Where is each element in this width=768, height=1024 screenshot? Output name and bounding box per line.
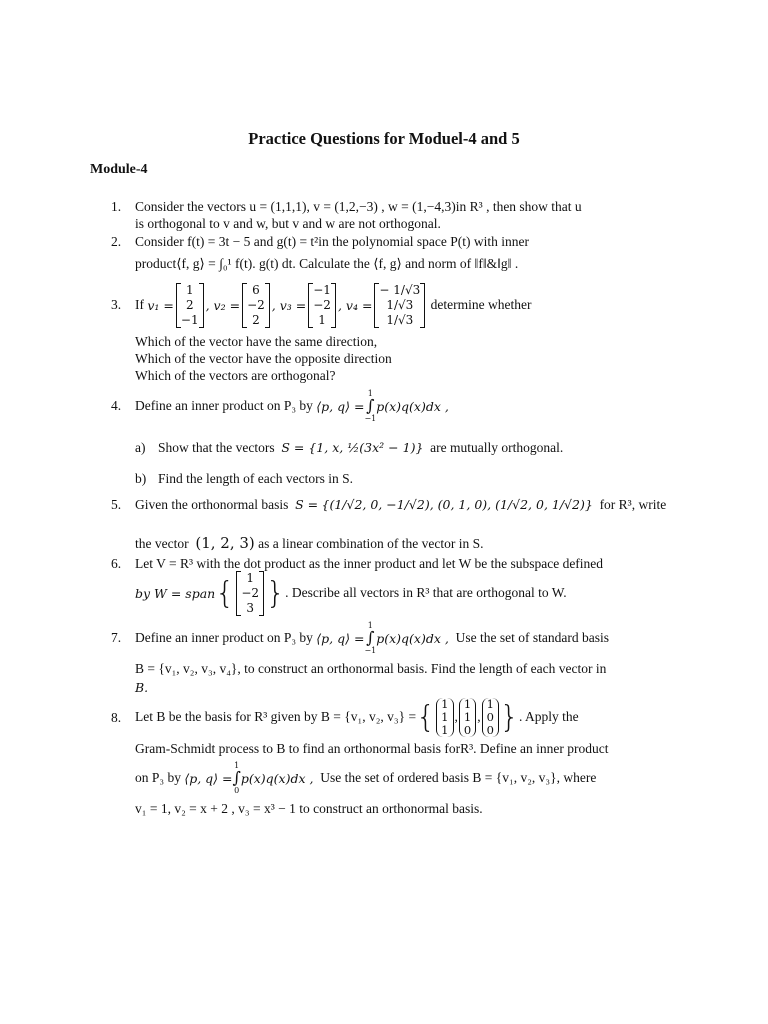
question-number: 8.	[111, 710, 122, 725]
v3-matrix: −1 −2 1	[308, 283, 336, 328]
question-text: on P₃ by ⟨p, q⟩ = 1 ∫ 0 p(x)q(x)dx , Use the set of ordered basis B = {v₁, v₂, v₃}, where	[135, 761, 597, 795]
basis-vector-3: 1 0 0	[482, 698, 499, 737]
question-number: 3.	[111, 297, 122, 312]
module-heading: Module-4	[90, 162, 148, 177]
vector-definitions	[135, 277, 531, 333]
integral-sign: 1 ∫ −1	[364, 389, 377, 423]
subpart-text: Find the length of each vectors in S.	[158, 471, 353, 486]
question-tail: determine whether	[430, 297, 532, 312]
question-text: Given the orthonormal basis S = {(1/√2, 0, −1/√2), (0, 1, 0), (1/√2, 0, 1/√2)} for R³, write	[135, 497, 667, 512]
v1-matrix: 1 2 −1	[176, 283, 204, 328]
question-number: 2.	[111, 234, 122, 249]
question-text: v₁ = 1, v₂ = x + 2 , v₃ = x³ − 1 to construct an orthonormal basis.	[135, 801, 483, 816]
basis-vector-1: 1 1 1	[436, 698, 453, 737]
v4-label: , v₄ =	[337, 297, 373, 313]
span-vector: 1 −2 3	[236, 571, 264, 616]
set-s: S = {1, x, ½(3x² − 1)}	[281, 440, 424, 455]
question-text: the vector (1, 2, 3) as a linear combination of the vector in S.	[135, 534, 484, 552]
question-text: by W = span { 1 −2 3 } . Describe all vectors in R³ that are orthogonal to W.	[135, 570, 567, 615]
v4-matrix: − 1/√3 1/√3 1/√3	[374, 283, 425, 328]
basis-vector-2: 1 1 0	[459, 698, 476, 737]
question-number: 7.	[111, 630, 122, 645]
question-text: Define an inner product on P₃ by ⟨p, q⟩ = 1 ∫ −1 p(x)q(x)dx ,	[135, 389, 449, 423]
question-text: Which of the vectors are orthogonal?	[135, 368, 336, 383]
question-text: Consider the vectors u = (1,1,1), v = (1,2,−3) , w = (1,−4,3)in R³ , then show that u	[135, 199, 582, 214]
subpart-label: b)	[135, 471, 147, 486]
question-text: Let V = R³ with the dot product as the inner product and let W be the subspace defined	[135, 556, 604, 571]
question-number: 4.	[111, 398, 122, 413]
if-label: If	[135, 297, 144, 312]
integral-sign: 1 ∫ 0	[232, 761, 241, 795]
question-text: B = {v₁, v₂, v₃, v₄}, to construct an orthonormal basis. Find the length of each vector in	[135, 661, 607, 676]
question-number: 5.	[111, 497, 122, 512]
subpart-label: a)	[135, 440, 146, 455]
question-text: Which of the vector have the same direction,	[135, 334, 378, 349]
question-text: is orthogonal to v and w, but v and w are not orthogonal.	[135, 216, 441, 231]
integral-sign: 1 ∫ −1	[364, 621, 377, 655]
question-text: Consider f(t) = 3t − 5 and g(t) = t²in the polynomial space P(t) with inner	[135, 234, 529, 249]
orthonormal-basis: {(1/√2, 0, −1/√2), (0, 1, 0), (1/√2, 0, 1/√2)}	[321, 497, 593, 512]
page-title: Practice Questions for Moduel-4 and 5	[248, 129, 520, 148]
v2-matrix: 6 −2 2	[242, 283, 270, 328]
question-text: B.	[135, 680, 149, 695]
question-number: 1.	[111, 199, 122, 214]
question-text: Let B be the basis for R³ given by B = {v₁, v₂, v₃} = { 1 1 1 , 1 1 0 , 1 0 0 } . Apply the	[135, 696, 579, 737]
subpart-text: Show that the vectors S = {1, x, ½(3x² − 1)} are mutually orthogonal.	[158, 440, 564, 455]
question-text: Define an inner product on P₃ by ⟨p, q⟩ = 1 ∫ −1 p(x)q(x)dx , Use the set of standard basis	[135, 621, 609, 655]
question-number: 6.	[111, 556, 122, 571]
v1-label: v₁ =	[147, 297, 174, 313]
v2-label: , v₂ =	[205, 297, 241, 313]
question-text: product⟨f, g⟩ = ∫₀¹ f(t). g(t) dt. Calculate the ⟨f, g⟩ and norm of ‖f‖&‖g‖ .	[135, 256, 519, 271]
question-text: Which of the vector have the opposite direction	[135, 351, 392, 366]
v3-label: , v₃ =	[271, 297, 307, 313]
question-text: Gram-Schmidt process to B to find an orthonormal basis forR³. Define an inner product	[135, 741, 609, 756]
